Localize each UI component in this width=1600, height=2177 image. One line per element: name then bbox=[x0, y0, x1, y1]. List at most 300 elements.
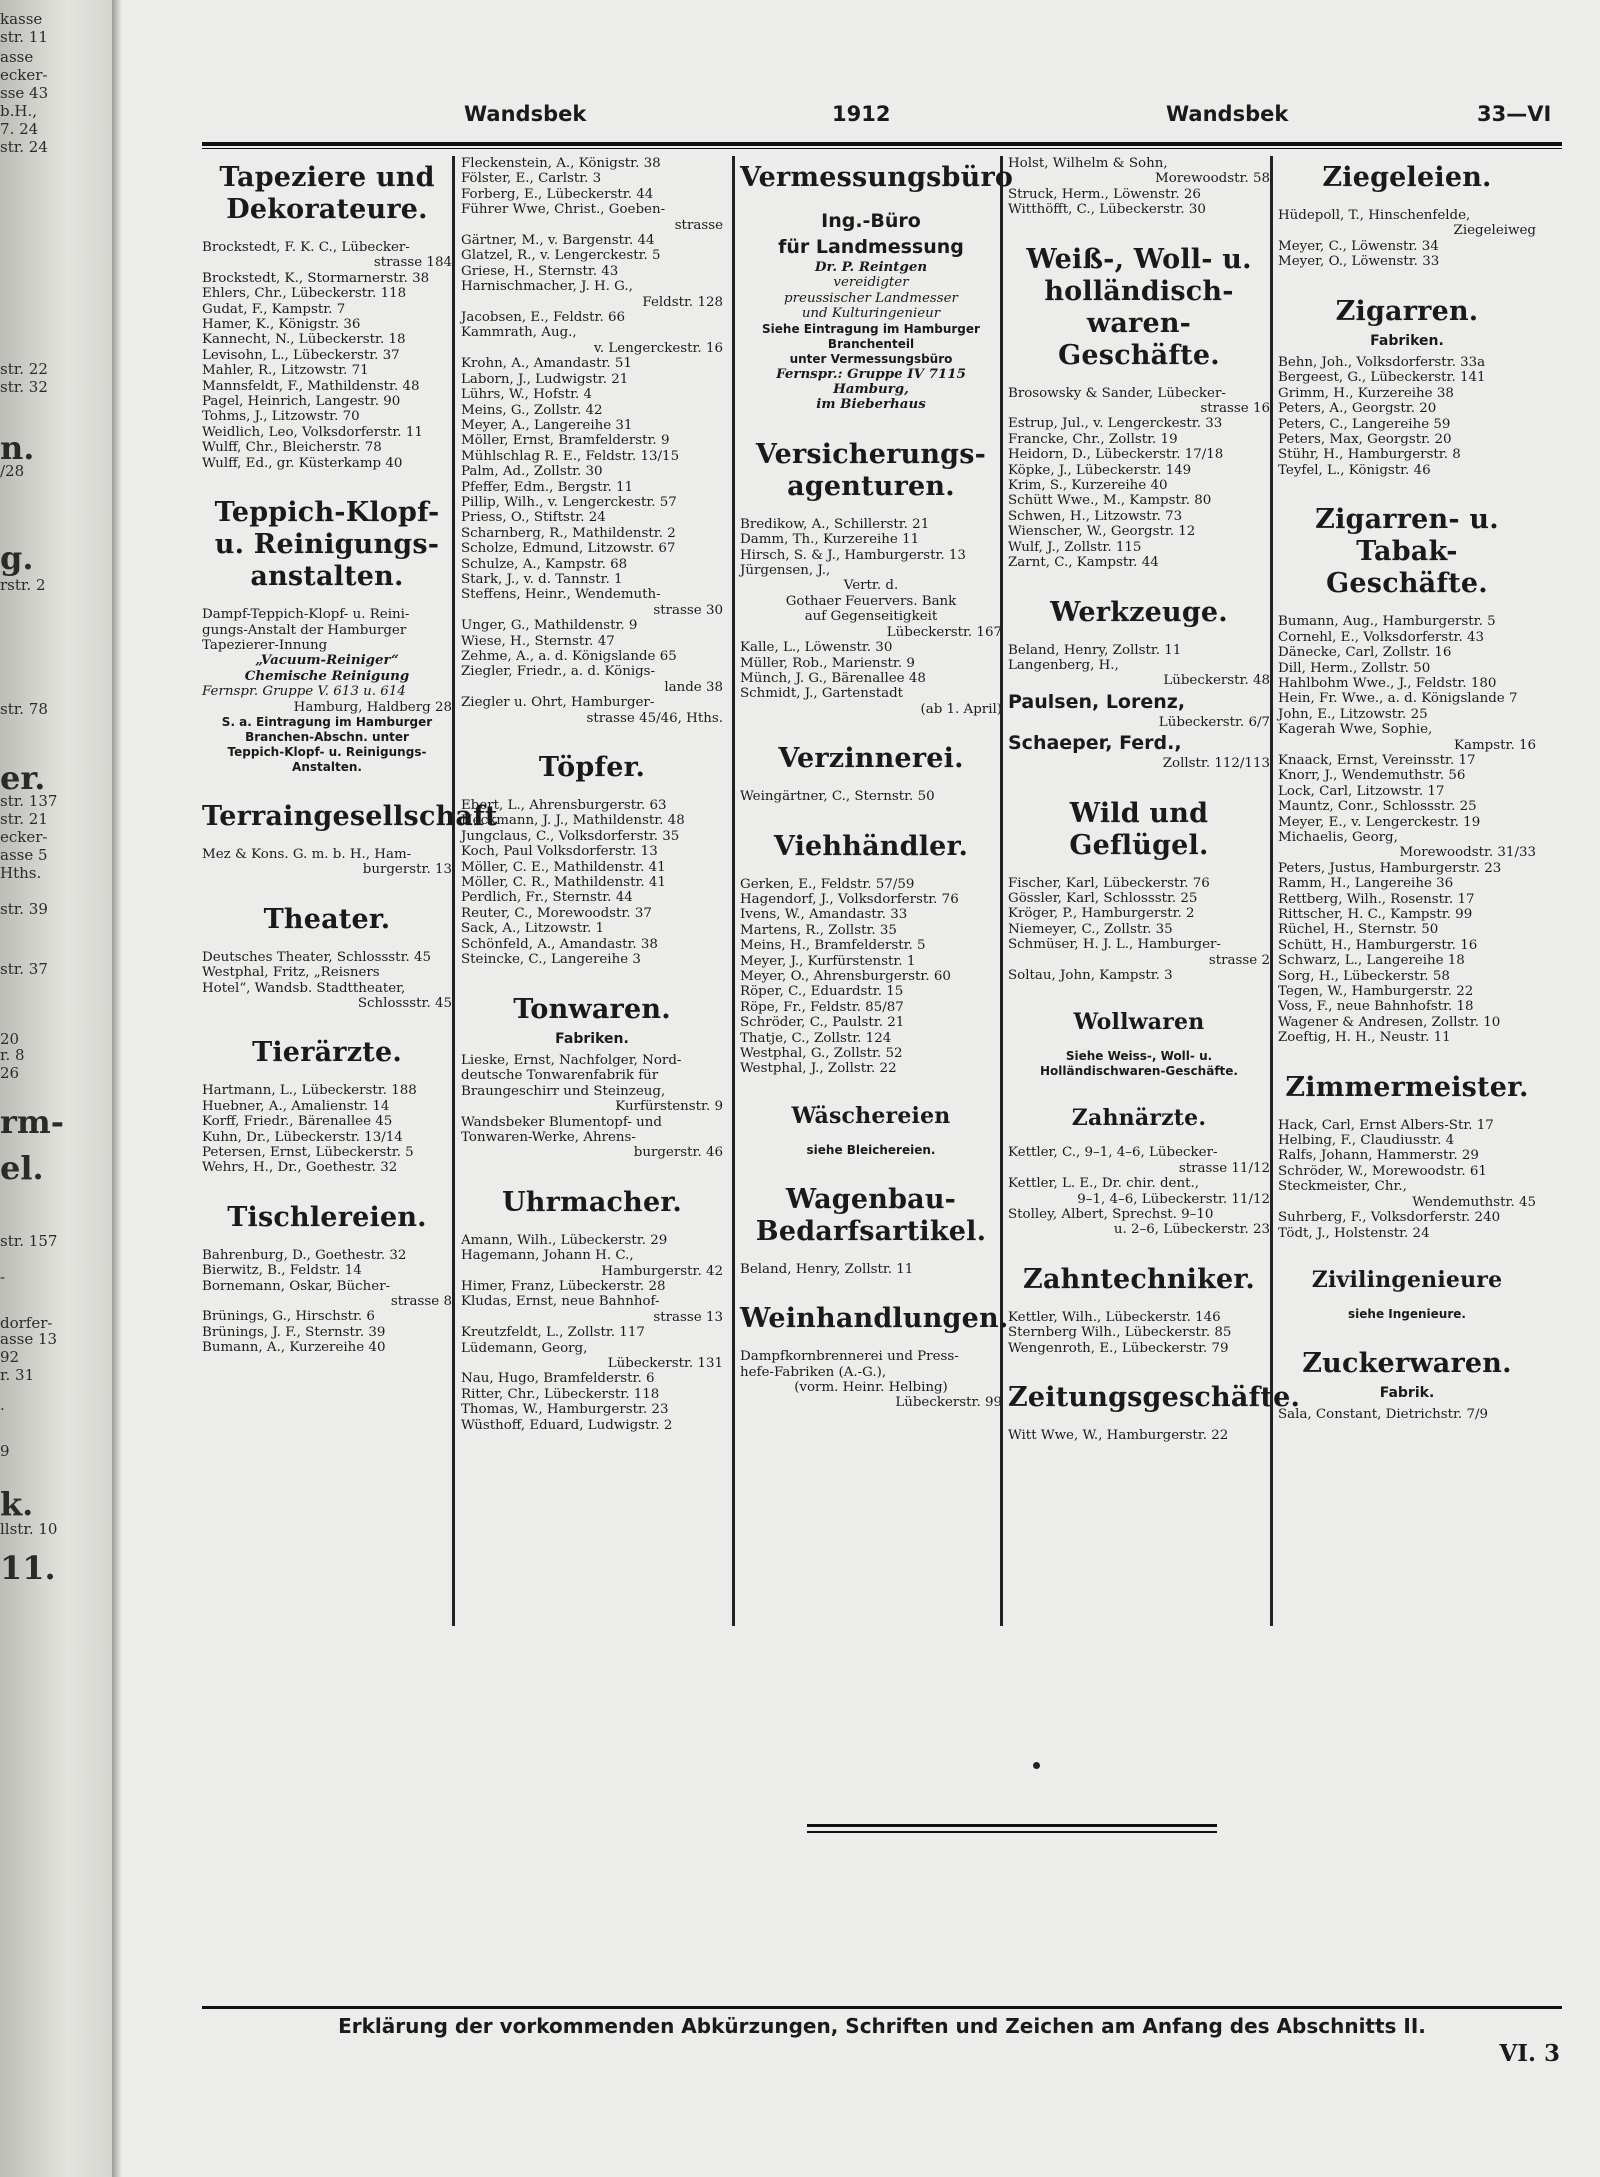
directory-entry: Fernspr.: Gruppe IV 7115 bbox=[776, 365, 966, 382]
directory-entry: Möller, C. R., Mathildenstr. 41 bbox=[461, 875, 666, 891]
trade-section bbox=[202, 1202, 452, 1356]
trade-heading: Uhrmacher. bbox=[502, 1186, 682, 1218]
directory-entry: Korff, Friedr., Bärenallee 45 bbox=[202, 1114, 393, 1130]
directory-entry: Lübeckerstr. 6/7 bbox=[1158, 714, 1270, 730]
directory-entry: Hagendorf, J., Volksdorferstr. 76 bbox=[740, 891, 959, 907]
directory-entry: Schwarz, L., Langereihe 18 bbox=[1278, 953, 1465, 969]
directory-entry: Dampfkornbrennerei und Press- bbox=[740, 1349, 959, 1365]
directory-entry: Führer Wwe, Christ., Goeben- bbox=[461, 202, 666, 218]
directory-entry: Huebner, A., Amalienstr. 14 bbox=[202, 1098, 390, 1114]
trade-section bbox=[1008, 1105, 1270, 1237]
directory-entry: Jacobsen, E., Feldstr. 66 bbox=[461, 310, 626, 326]
directory-entry: strasse 45/46, Hths. bbox=[586, 710, 723, 726]
directory-entry: Mahler, R., Litzowstr. 71 bbox=[202, 363, 369, 379]
directory-entry: Amann, Wilh., Lübeckerstr. 29 bbox=[461, 1232, 668, 1248]
directory-entry: Michaelis, Georg, bbox=[1278, 829, 1398, 845]
directory-entry: Levisohn, L., Lübeckerstr. 37 bbox=[202, 347, 400, 363]
prev-page-fragment: str. 157 bbox=[0, 1232, 58, 1250]
directory-entry: Nau, Hugo, Bramfelderstr. 6 bbox=[461, 1371, 655, 1387]
trade-heading: Zigarren- u. Tabak-Geschäfte. bbox=[1315, 504, 1499, 600]
prev-page-fragment: rstr. 2 bbox=[0, 576, 46, 594]
trade-subheading: Fabriken. bbox=[1370, 332, 1444, 349]
directory-entry: Kammrath, Aug., bbox=[461, 325, 577, 341]
prev-page-fragment: r. 31 bbox=[0, 1366, 35, 1384]
column-divider bbox=[452, 156, 455, 1626]
trade-section bbox=[1278, 1072, 1536, 1241]
directory-entry: Meyer, E., v. Lengerckestr. 19 bbox=[1278, 814, 1481, 830]
directory-column-4 bbox=[1008, 156, 1301, 1626]
directory-entry: strasse 2 bbox=[1208, 952, 1270, 968]
trade-heading: Wollwaren bbox=[1073, 1009, 1205, 1036]
directory-entry: für Landmessung bbox=[778, 236, 964, 258]
directory-entry: Zarnt, C., Kampstr. 44 bbox=[1008, 555, 1159, 571]
directory-entry: Steffens, Heinr., Wendemuth- bbox=[461, 587, 661, 603]
prev-page-fragment: asse 13 bbox=[0, 1330, 58, 1348]
trade-section bbox=[1008, 1382, 1301, 1444]
directory-entry: Lock, Carl, Litzowstr. 17 bbox=[1278, 783, 1445, 799]
directory-entry: Siehe Weiss-, Woll- u. bbox=[1065, 1049, 1213, 1064]
directory-entry: Peters, Justus, Hamburgerstr. 23 bbox=[1278, 860, 1502, 876]
directory-entry: Wulff, Chr., Bleicherstr. 78 bbox=[202, 440, 382, 456]
sheet-number: VI. 3 bbox=[1499, 2040, 1560, 2067]
directory-entry: Mühlschlag R. E., Feldstr. 13/15 bbox=[461, 448, 680, 464]
directory-entry: Schlossstr. 45 bbox=[357, 995, 452, 1011]
prev-page-fragment: k. bbox=[0, 1485, 34, 1523]
directory-entry: Witthöfft, C., Lübeckerstr. 30 bbox=[1008, 202, 1206, 218]
trade-section bbox=[740, 743, 1002, 804]
directory-entry: Scholze, Edmund, Litzowstr. 67 bbox=[461, 541, 676, 557]
directory-entry: Ramm, H., Langereihe 36 bbox=[1278, 876, 1454, 892]
directory-entry: Wagener & Andresen, Zollstr. 10 bbox=[1278, 1014, 1501, 1030]
end-rule bbox=[807, 1824, 1217, 1833]
directory-entry: 9–1, 4–6, Lübeckerstr. 11/12 bbox=[1077, 1191, 1270, 1207]
directory-entry: strasse 30 bbox=[653, 602, 723, 618]
directory-entry: Hüdepoll, T., Hinschenfelde, bbox=[1278, 208, 1471, 223]
directory-entry: Meyer, A., Langereihe 31 bbox=[461, 417, 633, 433]
prev-page-fragment: Hths. bbox=[0, 864, 42, 882]
directory-entry: Jungclaus, C., Volksdorferstr. 35 bbox=[461, 828, 680, 844]
directory-entry: Perdlich, Fr., Sternstr. 44 bbox=[461, 890, 633, 906]
trade-section bbox=[1278, 296, 1536, 479]
directory-entry: Fölster, E., Carlstr. 3 bbox=[461, 171, 602, 187]
prev-page-fragment: 11. bbox=[0, 1549, 56, 1587]
directory-entry: Chemische Reinigung bbox=[244, 667, 410, 684]
directory-entry: v. Lengerckestr. 16 bbox=[593, 340, 723, 356]
trade-heading: Zeitungsgeschäfte. bbox=[1008, 1382, 1301, 1414]
directory-entry: Priess, O., Stiftstr. 24 bbox=[461, 510, 606, 526]
directory-entry: Kettler, C., 9–1, 4–6, Lübecker- bbox=[1008, 1145, 1218, 1161]
directory-entry: Krim, S., Kurzereihe 40 bbox=[1008, 478, 1168, 494]
directory-entry: Ziegler u. Ohrt, Hamburger- bbox=[461, 695, 655, 711]
trade-heading: Terraingesellschaft bbox=[202, 800, 498, 832]
directory-column-1 bbox=[202, 156, 498, 1626]
directory-entry: Bahrenburg, D., Goethestr. 32 bbox=[202, 1247, 407, 1263]
column-divider bbox=[732, 156, 735, 1626]
directory-entry: Braungeschirr und Steinzeug, bbox=[461, 1083, 666, 1099]
directory-entry: Gudat, F., Kampstr. 7 bbox=[202, 301, 346, 317]
directory-entry: hefe-Fabriken (A.-G.), bbox=[740, 1364, 887, 1380]
directory-entry: Voss, F., neue Bahnhofstr. 18 bbox=[1278, 999, 1474, 1015]
directory-entry: Hamburg, bbox=[833, 381, 909, 398]
directory-entry: Wehrs, H., Dr., Goethestr. 32 bbox=[202, 1160, 398, 1176]
directory-entry: Helbing, F., Claudiusstr. 4 bbox=[1278, 1133, 1455, 1149]
trade-section bbox=[740, 1184, 1002, 1277]
directory-entry: Pfeffer, Edm., Bergstr. 11 bbox=[461, 479, 634, 495]
prev-page-fragment: . bbox=[0, 1396, 5, 1414]
directory-entry: Knaack, Ernst, Vereinsstr. 17 bbox=[1278, 752, 1476, 768]
directory-entry: Krohn, A., Amandastr. 51 bbox=[461, 356, 632, 372]
footer-rule bbox=[202, 2006, 1562, 2009]
directory-entry: Hahlbohm Wwe., J., Feldstr. 180 bbox=[1278, 675, 1497, 691]
directory-entry: Himer, Franz, Lübeckerstr. 28 bbox=[461, 1278, 666, 1294]
directory-entry: Steckmeister, Chr., bbox=[1278, 1179, 1407, 1195]
directory-entry: Laborn, J., Ludwigstr. 21 bbox=[461, 371, 629, 387]
directory-entry: Holst, Wilhelm & Sohn, bbox=[1008, 156, 1168, 171]
directory-entry: Zehme, A., a. d. Königslande 65 bbox=[461, 649, 677, 664]
prev-page-fragment: str. 39 bbox=[0, 900, 48, 918]
prev-page-fragment: dorfer- bbox=[0, 1314, 53, 1332]
directory-entry: Stark, J., v. d. Tannstr. 1 bbox=[461, 571, 623, 587]
directory-entry: Hagemann, Johann H. C., bbox=[461, 1248, 634, 1264]
directory-entry: Kröger, P., Hamburgerstr. 2 bbox=[1008, 906, 1195, 922]
directory-entry: Lührs, W., Hofstr. 4 bbox=[461, 387, 593, 403]
prev-page-fragment: ecker- bbox=[0, 66, 48, 84]
directory-entry: preussischer Landmesser bbox=[784, 290, 958, 306]
prev-page-fragment: str. 32 bbox=[0, 378, 48, 396]
directory-entry: Struck, Herm., Löwenstr. 26 bbox=[1008, 186, 1201, 202]
directory-entry: Hartmann, L., Lübeckerstr. 188 bbox=[202, 1083, 417, 1099]
previous-page-margin bbox=[0, 0, 112, 2177]
directory-entry: Koch, Paul Volksdorferstr. 13 bbox=[461, 844, 658, 860]
prev-page-fragment: b.H., bbox=[0, 102, 37, 120]
directory-entry: Gerken, E., Feldstr. 57/59 bbox=[740, 876, 915, 892]
directory-entry: Lübeckerstr. 48 bbox=[1163, 673, 1270, 689]
trade-heading: Tierärzte. bbox=[252, 1037, 402, 1069]
directory-entry: Peters, C., Langereihe 59 bbox=[1278, 416, 1451, 432]
directory-column-5 bbox=[1278, 156, 1536, 1626]
directory-column-3 bbox=[740, 156, 1014, 1626]
directory-entry: Hirsch, S. & J., Hamburgerstr. 13 bbox=[740, 547, 966, 563]
prev-page-fragment: rm- bbox=[0, 1103, 64, 1141]
directory-entry: Westphal, J., Zollstr. 22 bbox=[740, 1061, 897, 1077]
directory-entry: Ralfs, Johann, Hammerstr. 29 bbox=[1278, 1148, 1479, 1164]
trade-subheading: Fabrik. bbox=[1379, 1384, 1435, 1401]
directory-entry: Dr. P. Reintgen bbox=[814, 259, 928, 275]
directory-entry: strasse 8 bbox=[390, 1294, 452, 1310]
directory-entry: Schulze, A., Kampstr. 68 bbox=[461, 556, 628, 572]
trade-section bbox=[740, 1103, 1002, 1158]
header-page-number: 33—VI bbox=[1477, 102, 1552, 126]
trade-section bbox=[202, 800, 498, 878]
directory-entry: Hein, Fr. Wwe., a. d. Königslande 7 bbox=[1278, 691, 1518, 707]
directory-entry: Hamburgerstr. 42 bbox=[601, 1263, 723, 1279]
trade-heading: Zimmermeister. bbox=[1285, 1071, 1529, 1103]
directory-entry: Ing.-Büro bbox=[821, 210, 921, 232]
directory-entry: Damm, Th., Kurzereihe 11 bbox=[740, 532, 920, 548]
directory-entry: Münch, J. G., Bärenallee 48 bbox=[740, 670, 926, 686]
prev-page-fragment: str. 78 bbox=[0, 700, 48, 718]
directory-entry: Meins, G., Zollstr. 42 bbox=[461, 402, 603, 418]
header-rule bbox=[202, 142, 1562, 149]
directory-entry: deutsche Tonwarenfabrik für bbox=[461, 1068, 659, 1084]
directory-entry: strasse 13 bbox=[653, 1309, 723, 1325]
directory-entry: Mannsfeldt, F., Mathildenstr. 48 bbox=[202, 378, 420, 394]
directory-entry: Branchen-Abschn. unter bbox=[245, 729, 409, 744]
directory-entry: Bumann, A., Kurzereihe 40 bbox=[202, 1340, 386, 1356]
directory-entry: Feldstr. 128 bbox=[642, 294, 723, 310]
directory-entry: Wüsthoff, Eduard, Ludwigstr. 2 bbox=[461, 1417, 673, 1433]
trade-section bbox=[740, 831, 1002, 1077]
trade-heading: Wäschereien bbox=[791, 1102, 951, 1129]
trade-heading: Werkzeuge. bbox=[1050, 596, 1228, 628]
directory-entry: Tohms, J., Litzowstr. 70 bbox=[202, 409, 360, 425]
directory-entry: Fischer, Karl, Lübeckerstr. 76 bbox=[1008, 875, 1210, 891]
directory-entry: Rettberg, Wilh., Rosenstr. 17 bbox=[1278, 891, 1475, 907]
directory-entry: strasse 11/12 bbox=[1178, 1160, 1270, 1176]
directory-entry: u. 2–6, Lübeckerstr. 23 bbox=[1113, 1222, 1270, 1238]
directory-entry: Müller, Rob., Marienstr. 9 bbox=[740, 655, 915, 671]
prev-page-fragment: str. 11 bbox=[0, 28, 48, 46]
directory-entry: Rüchel, H., Sternstr. 50 bbox=[1278, 922, 1439, 938]
directory-entry: Zollstr. 112/113 bbox=[1162, 756, 1270, 772]
directory-entry: Brosowsky & Sander, Lübecker- bbox=[1008, 385, 1226, 401]
directory-entry: Sala, Constant, Dietrichstr. 7/9 bbox=[1278, 1407, 1488, 1423]
directory-entry: und Kulturingenieur bbox=[801, 306, 941, 322]
trade-heading: Ziegeleien. bbox=[1322, 162, 1492, 193]
directory-entry: Behn, Joh., Volksdorferstr. 33a bbox=[1278, 355, 1486, 371]
directory-entry: Peters, Max, Georgstr. 20 bbox=[1278, 432, 1452, 448]
directory-entry: Unger, G., Mathildenstr. 9 bbox=[461, 618, 638, 634]
directory-entry: Bumann, Aug., Hamburgerstr. 5 bbox=[1278, 614, 1496, 630]
directory-entry: Lübeckerstr. 131 bbox=[607, 1356, 723, 1371]
directory-entry: Zoeftig, H. H., Neustr. 11 bbox=[1278, 1030, 1451, 1046]
prev-page-fragment: 92 bbox=[0, 1348, 20, 1366]
directory-entry: gungs-Anstalt der Hamburger bbox=[202, 622, 407, 638]
directory-entry: Schröder, W., Morewoodstr. 61 bbox=[1278, 1163, 1487, 1179]
directory-entry: (vorm. Heinr. Helbing) bbox=[794, 1380, 948, 1396]
directory-entry: Schaeper, Ferd., bbox=[1008, 732, 1182, 755]
trade-section bbox=[740, 162, 1014, 413]
directory-entry: Bredikow, A., Schillerstr. 21 bbox=[740, 516, 930, 532]
prev-page-fragment: er. bbox=[0, 759, 46, 797]
directory-entry: Köpke, J., Lübeckerstr. 149 bbox=[1008, 462, 1192, 478]
directory-entry: Witt Wwe, W., Hamburgerstr. 22 bbox=[1008, 1428, 1229, 1444]
trade-heading: Viehhändler. bbox=[773, 830, 969, 862]
directory-entry: Thatje, C., Zollstr. 124 bbox=[740, 1030, 892, 1046]
directory-entry: Möller, C. E., Mathildenstr. 41 bbox=[461, 859, 666, 875]
directory-entry: lande 38 bbox=[664, 679, 723, 695]
directory-entry: Tegen, W., Hamburgerstr. 22 bbox=[1278, 984, 1474, 1000]
directory-entry: S. a. Eintragung im Hamburger bbox=[221, 714, 433, 729]
directory-entry: Beland, Henry, Zollstr. 11 bbox=[740, 1261, 914, 1277]
directory-entry: Mauntz, Conr., Schlossstr. 25 bbox=[1278, 799, 1477, 815]
prev-page-fragment: 26 bbox=[0, 1064, 20, 1082]
trade-heading: Weinhandlungen. bbox=[740, 1303, 1009, 1335]
directory-entry: Möller, Ernst, Bramfelderstr. 9 bbox=[461, 433, 670, 449]
directory-entry: Röpe, Fr., Feldstr. 85/87 bbox=[740, 999, 904, 1015]
directory-entry: Brockstedt, K., Stormarnerstr. 38 bbox=[202, 270, 430, 286]
prev-page-fragment: r. 8 bbox=[0, 1046, 25, 1064]
directory-entry: Hotel“, Wandsb. Stadttheater, bbox=[202, 980, 406, 996]
directory-entry: Heckmann, J. J., Mathildenstr. 48 bbox=[461, 813, 685, 829]
directory-entry: Estrup, Jul., v. Lengerckestr. 33 bbox=[1008, 416, 1223, 432]
prev-page-fragment: n. bbox=[0, 429, 35, 467]
directory-entry: vereidigter bbox=[833, 275, 909, 291]
directory-entry: Lübeckerstr. 99 bbox=[895, 1395, 1002, 1411]
directory-entry: Wengenroth, E., Lübeckerstr. 79 bbox=[1008, 1340, 1229, 1356]
prev-page-fragment: str. 22 bbox=[0, 360, 48, 378]
prev-page-fragment: - bbox=[0, 1268, 6, 1286]
directory-entry: Harnischmacher, J. H. G., bbox=[461, 279, 633, 295]
directory-entry: strasse 16 bbox=[1200, 401, 1270, 417]
directory-entry: Lübeckerstr. 167 bbox=[886, 624, 1002, 640]
directory-entry: Ehlers, Chr., Lübeckerstr. 118 bbox=[202, 286, 407, 302]
directory-entry: Westphal, Fritz, „Reisners bbox=[202, 965, 380, 981]
directory-entry: Gothaer Feuervers. Bank bbox=[785, 593, 957, 609]
directory-entry: Wulf, J., Zollstr. 115 bbox=[1008, 539, 1142, 555]
directory-entry: Schütt, H., Hamburgerstr. 16 bbox=[1278, 937, 1478, 953]
prev-page-fragment: 9 bbox=[0, 1442, 10, 1460]
trade-section bbox=[461, 994, 723, 1161]
directory-entry: Meyer, C., Löwenstr. 34 bbox=[1278, 238, 1439, 254]
directory-entry: Heidorn, D., Lübeckerstr. 17/18 bbox=[1008, 447, 1224, 463]
trade-section bbox=[461, 752, 723, 967]
directory-entry: Paulsen, Lorenz, bbox=[1008, 690, 1186, 713]
directory-entry: Petersen, Ernst, Lübeckerstr. 5 bbox=[202, 1145, 414, 1160]
directory-entry: Steincke, C., Langereihe 3 bbox=[461, 952, 641, 968]
directory-entry: unter Vermessungsbüro bbox=[789, 351, 953, 366]
directory-entry: Martens, R., Zollstr. 35 bbox=[740, 922, 897, 938]
directory-entry: Jürgensen, J., bbox=[740, 563, 831, 579]
directory-entry: burgerstr. 46 bbox=[633, 1145, 723, 1161]
directory-entry: Meyer, J., Kurfürstenstr. 1 bbox=[740, 953, 916, 969]
directory-entry: Ziegler, Friedr., a. d. Königs- bbox=[461, 664, 656, 680]
directory-entry: Meins, H., Bramfelderstr. 5 bbox=[740, 938, 926, 954]
directory-entry: Fernspr. Gruppe V. 613 u. 614 bbox=[202, 684, 406, 700]
trade-heading: Wagenbau-Bedarfsartikel. bbox=[755, 1183, 987, 1247]
trade-heading: Zigarren. bbox=[1335, 295, 1479, 327]
trade-heading: Wild und Geflügel. bbox=[1069, 797, 1209, 861]
directory-entry: Dänecke, Carl, Zollstr. 16 bbox=[1278, 645, 1452, 661]
trade-heading: Weiß-, Woll- u. holländisch-waren-Geschäfte. bbox=[1026, 243, 1252, 371]
prev-page-fragment: /28 bbox=[0, 462, 25, 480]
trade-section bbox=[202, 162, 452, 471]
directory-entry: Niemeyer, C., Zollstr. 35 bbox=[1008, 921, 1173, 937]
trade-section bbox=[1008, 597, 1270, 772]
directory-entry: Bergeest, G., Lübeckerstr. 141 bbox=[1278, 370, 1486, 386]
directory-entry: strasse 184 bbox=[373, 255, 452, 271]
directory-entry: Ebert, L., Ahrensburgerstr. 63 bbox=[461, 798, 667, 814]
directory-entry: Sorg, H., Lübeckerstr. 58 bbox=[1278, 968, 1450, 984]
prev-page-fragment: llstr. 10 bbox=[0, 1520, 58, 1538]
directory-entry: Reuter, C., Morewoodstr. 37 bbox=[461, 905, 652, 921]
directory-entry: Thomas, W., Hamburgerstr. 23 bbox=[461, 1402, 669, 1418]
trade-section bbox=[1278, 1348, 1536, 1423]
ornament-dot bbox=[1033, 1762, 1040, 1769]
trade-heading: Tonwaren. bbox=[513, 993, 671, 1025]
trade-section bbox=[1278, 162, 1536, 270]
prev-page-fragment: g. bbox=[0, 539, 34, 577]
directory-entry: Vertr. d. bbox=[843, 578, 899, 594]
header-city-right: Wandsbek bbox=[1166, 102, 1289, 126]
directory-entry: Glatzel, R., v. Lengerckestr. 5 bbox=[461, 248, 661, 264]
trade-section bbox=[740, 439, 1002, 717]
trade-heading: Zahnärzte. bbox=[1071, 1105, 1207, 1132]
directory-entry: strasse bbox=[674, 217, 723, 233]
directory-entry: Dill, Herm., Zollstr. 50 bbox=[1278, 660, 1431, 676]
directory-entry: Morewoodstr. 31/33 bbox=[1399, 845, 1536, 861]
directory-entry: Kurfürstenstr. 9 bbox=[615, 1099, 723, 1115]
directory-entry: Wienscher, W., Georgstr. 12 bbox=[1008, 524, 1196, 540]
directory-entry: Schwen, H., Litzowstr. 73 bbox=[1008, 508, 1183, 524]
prev-page-fragment: str. 37 bbox=[0, 960, 48, 978]
trade-heading: Verzinnerei. bbox=[778, 743, 964, 775]
prev-page-fragment: el. bbox=[0, 1149, 44, 1187]
directory-entry: Tonwaren-Werke, Ahrens- bbox=[461, 1129, 636, 1145]
directory-entry: Holländischwaren-Geschäfte. bbox=[1040, 1064, 1238, 1079]
directory-entry: burgerstr. 13 bbox=[362, 862, 452, 878]
trade-section bbox=[740, 1303, 1009, 1411]
directory-entry: Schütt Wwe., M., Kampstr. 80 bbox=[1008, 493, 1212, 509]
trade-heading: Vermessungsbüro bbox=[740, 162, 1014, 193]
trade-heading: Zuckerwaren. bbox=[1302, 1347, 1512, 1379]
directory-page bbox=[112, 0, 1600, 2177]
directory-entry: Mez & Kons. G. m. b. H., Ham- bbox=[202, 846, 412, 862]
directory-entry: Gössler, Karl, Schlossstr. 25 bbox=[1008, 890, 1198, 906]
trade-section bbox=[1008, 244, 1270, 571]
directory-entry: Kettler, Wilh., Lübeckerstr. 146 bbox=[1008, 1309, 1221, 1325]
directory-entry: Brünings, G., Hirschstr. 6 bbox=[202, 1309, 375, 1325]
directory-entry: Suhrberg, F., Volksdorferstr. 240 bbox=[1278, 1210, 1501, 1226]
directory-entry: Hamburg, Haldberg 28 bbox=[293, 699, 452, 715]
directory-entry: Palm, Ad., Zollstr. 30 bbox=[461, 464, 603, 480]
trade-heading: Zivilingenieure bbox=[1311, 1266, 1503, 1293]
directory-entry: Langenberg, H., bbox=[1008, 657, 1119, 673]
directory-entry: Kreutzfeldt, L., Zollstr. 117 bbox=[461, 1325, 645, 1341]
prev-page-fragment: str. 24 bbox=[0, 138, 48, 156]
trade-heading: Versicherungs-agenturen. bbox=[755, 438, 987, 502]
trade-section bbox=[202, 497, 452, 775]
prev-page-fragment: asse 5 bbox=[0, 846, 48, 864]
prev-page-fragment: asse bbox=[0, 48, 34, 66]
trade-section bbox=[1008, 798, 1270, 984]
trade-heading: Tapeziere und Dekorateure. bbox=[219, 162, 435, 225]
trade-section bbox=[1278, 1267, 1536, 1322]
directory-entry: Francke, Chr., Zollstr. 19 bbox=[1008, 431, 1178, 447]
directory-entry: Griese, H., Sternstr. 43 bbox=[461, 263, 619, 279]
trade-section bbox=[1008, 1009, 1270, 1079]
directory-entry: Lüdemann, Georg, bbox=[461, 1340, 588, 1356]
directory-entry: Weingärtner, C., Sternstr. 50 bbox=[740, 789, 935, 805]
prev-page-fragment: kasse bbox=[0, 10, 43, 28]
directory-entry: Schmidt, J., Gartenstadt bbox=[740, 686, 904, 702]
prev-page-fragment: str. 21 bbox=[0, 810, 48, 828]
directory-entry: siehe Bleichereien. bbox=[806, 1142, 936, 1157]
prev-page-fragment: 20 bbox=[0, 1030, 20, 1048]
directory-entry: Weidlich, Leo, Volksdorferstr. 11 bbox=[202, 424, 423, 440]
directory-entry: Kagerah Wwe, Sophie, bbox=[1278, 722, 1433, 738]
directory-entry: im Bieberhaus bbox=[816, 396, 926, 413]
trade-section bbox=[1008, 156, 1270, 218]
directory-entry: Branchenteil bbox=[827, 336, 915, 351]
directory-entry: Wendemuthstr. 45 bbox=[1412, 1194, 1536, 1210]
directory-entry: Bierwitz, B., Feldstr. 14 bbox=[202, 1263, 362, 1279]
directory-entry: Ziegeleiweg bbox=[1453, 223, 1536, 239]
directory-entry: Peters, A., Georgstr. 20 bbox=[1278, 401, 1437, 417]
directory-entry: Meyer, O., Ahrensburgerstr. 60 bbox=[740, 968, 951, 984]
directory-entry: Ivens, W., Amandastr. 33 bbox=[740, 907, 908, 923]
directory-entry: Westphal, G., Zollstr. 52 bbox=[740, 1046, 903, 1061]
